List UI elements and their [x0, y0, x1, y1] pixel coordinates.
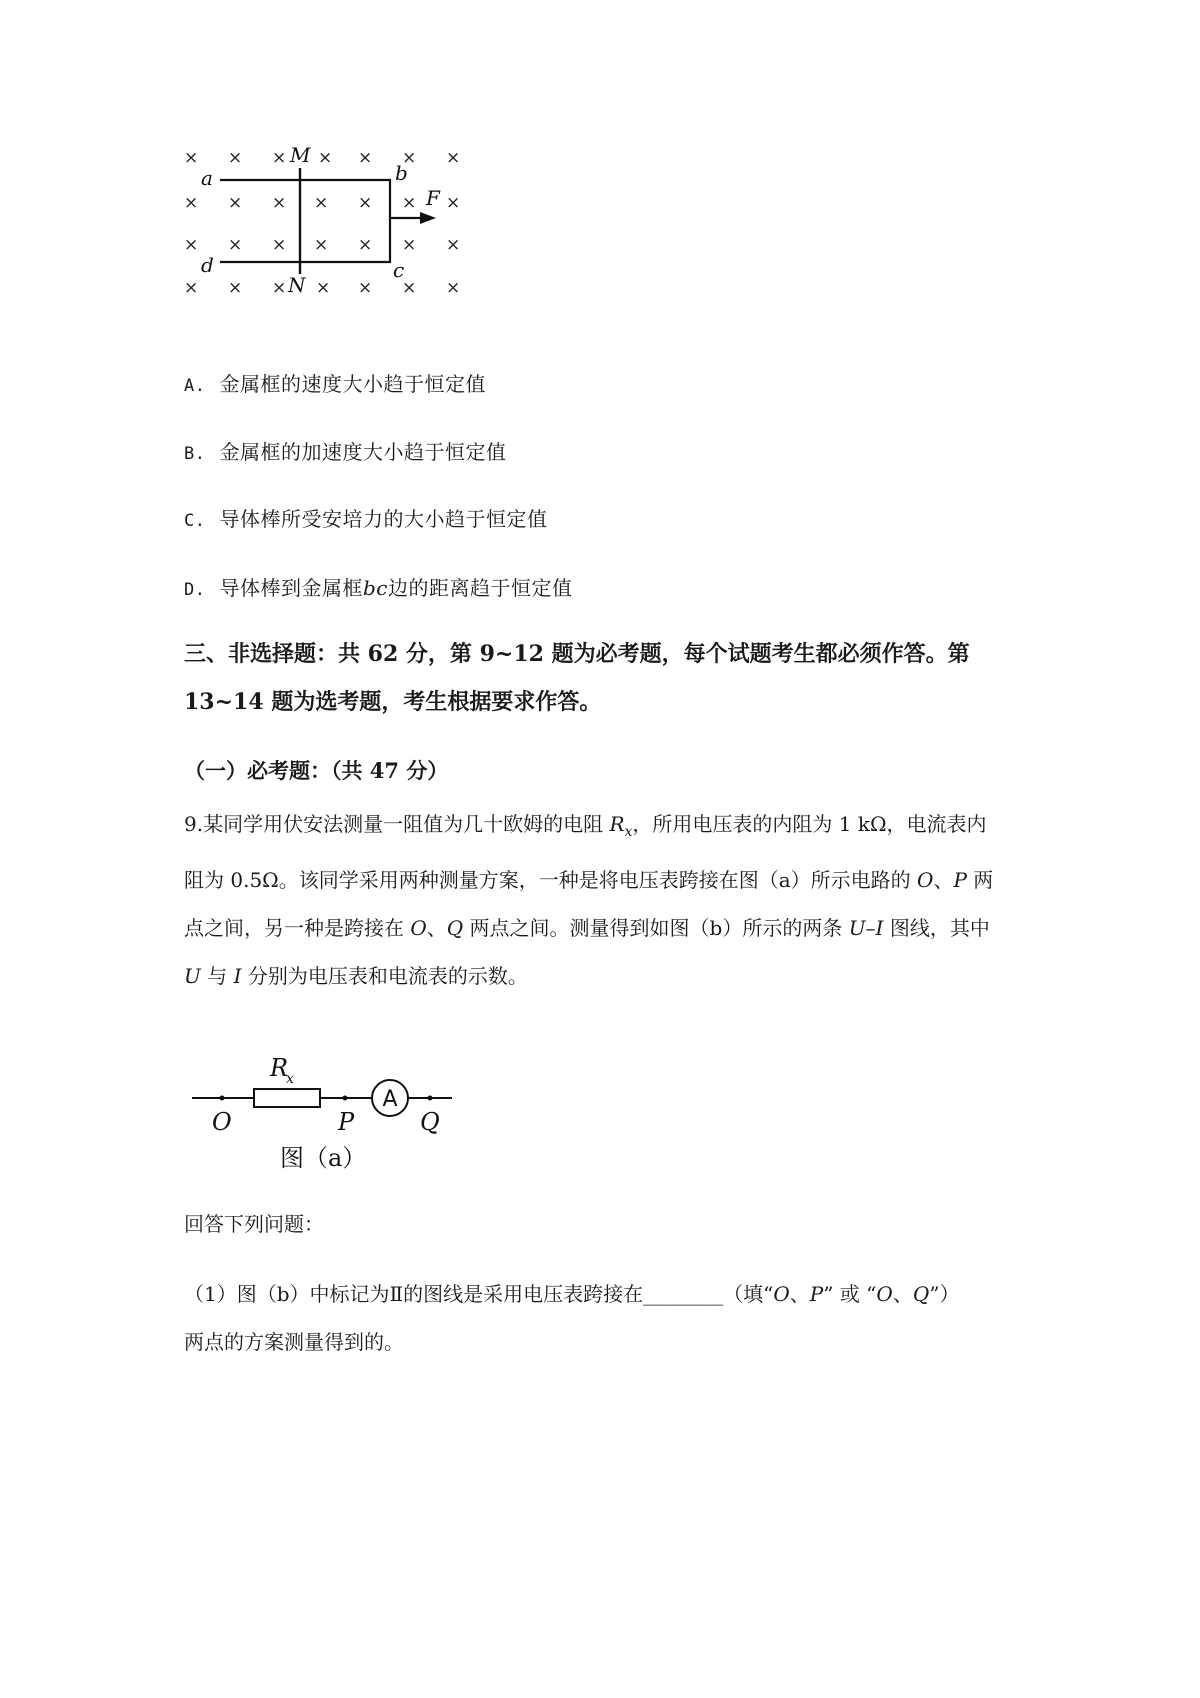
- field-mark: ×: [272, 148, 287, 168]
- circuit-figure-a: [190, 1038, 460, 1173]
- node-q: [428, 1096, 433, 1101]
- option-letter: C.: [184, 511, 206, 531]
- label-p: P: [338, 1108, 355, 1136]
- ammeter-label: A: [382, 1087, 398, 1112]
- q9-1-line1: （1）图（b）中标记为Ⅱ的图线是采用电压表跨接在________（填“O、P” 或 “O、Q”）: [184, 1282, 960, 1306]
- option-text: 导体棒到金属框: [219, 576, 363, 600]
- field-mark: ×: [446, 278, 461, 298]
- field-mark: ×: [446, 148, 461, 168]
- label-c: c: [393, 258, 405, 282]
- node-o: [220, 1096, 225, 1101]
- q9-line2: 阻为 0.5Ω。该同学采用两种测量方案，一种是将电压表跨接在图（a）所示电路的 O、P 两: [184, 868, 994, 892]
- field-mark: ×: [184, 193, 199, 213]
- option-letter: D.: [184, 580, 206, 600]
- q9-line4: U 与 I 分别为电压表和电流表的示数。: [184, 964, 528, 988]
- field-mark: ×: [316, 278, 331, 298]
- label-q: Q: [420, 1108, 440, 1136]
- field-mark: ×: [272, 193, 287, 213]
- label-o: O: [212, 1108, 232, 1136]
- option-c[interactable]: [184, 503, 547, 532]
- field-mark: ×: [184, 235, 199, 255]
- field-mark: ×: [184, 278, 199, 298]
- field-mark: ×: [184, 148, 199, 168]
- subsection-heading: （一）必考题：（共 47 分）: [184, 758, 449, 783]
- section-heading-line2: 13~14 题为选考题，考生根据要求作答。: [184, 689, 602, 715]
- section-heading: [184, 630, 1064, 726]
- option-text-2: 边的距离趋于恒定值: [388, 576, 573, 600]
- field-mark: ×: [272, 278, 287, 298]
- field-mark: ×: [402, 148, 417, 168]
- field-mark: ×: [358, 193, 373, 213]
- field-mark: ×: [314, 235, 329, 255]
- frame-field-figure: [184, 143, 510, 325]
- field-mark: ×: [318, 148, 333, 168]
- field-mark: ×: [358, 148, 373, 168]
- resistor-label: R: [270, 1054, 289, 1082]
- field-mark: ×: [402, 278, 417, 298]
- question-9-text: [184, 800, 1064, 1000]
- option-b[interactable]: [184, 436, 506, 465]
- field-mark: ×: [358, 278, 373, 298]
- field-mark: ×: [446, 235, 461, 255]
- field-mark: ×: [446, 193, 461, 213]
- label-a: a: [201, 166, 213, 190]
- label-m: M: [290, 143, 311, 167]
- answer-prompt: 回答下列问题：: [184, 1212, 324, 1236]
- label-d: d: [201, 253, 214, 277]
- option-text: 金属框的加速度大小趋于恒定值: [219, 440, 507, 464]
- label-f: F: [426, 186, 440, 210]
- field-mark: ×: [228, 193, 243, 213]
- option-text: 导体棒所受安培力的大小趋于恒定值: [219, 507, 548, 531]
- option-letter: B.: [184, 444, 206, 464]
- figure-caption: 图（a）: [280, 1144, 367, 1172]
- option-text: 金属框的速度大小趋于恒定值: [219, 372, 486, 396]
- option-d[interactable]: [184, 572, 573, 601]
- field-mark: ×: [314, 193, 329, 213]
- field-mark: ×: [402, 235, 417, 255]
- q9-line3: 点之间，另一种是跨接在 O、Q 两点之间。测量得到如图（b）所示的两条 U–I 图线，其中: [184, 916, 990, 940]
- node-p: [343, 1096, 348, 1101]
- q9-1-line2: 两点的方案测量得到的。: [184, 1330, 404, 1354]
- field-mark: ×: [358, 235, 373, 255]
- resistor-subscript: x: [286, 1071, 294, 1087]
- field-mark: ×: [228, 235, 243, 255]
- option-italic: bc: [362, 576, 388, 600]
- question-9-1: [184, 1270, 1064, 1366]
- q9-line1: 9.某同学用伏安法测量一阻值为几十欧姆的电阻 $R_x$，所用电压表的内阻为 1 kΩ，电流表内: [184, 812, 987, 840]
- resistor-rx: [254, 1089, 320, 1107]
- field-mark: ×: [272, 235, 287, 255]
- option-letter: A.: [184, 376, 206, 396]
- field-mark: ×: [228, 278, 243, 298]
- field-x-marks: [184, 148, 460, 298]
- label-n: N: [288, 273, 306, 297]
- section-heading-line1: 三、非选择题：共 62 分，第 9~12 题为必考题，每个试题考生都必须作答。第: [184, 641, 970, 667]
- field-mark: ×: [228, 148, 243, 168]
- field-mark: ×: [402, 193, 417, 213]
- label-b: b: [395, 161, 408, 185]
- force-arrow-head: [420, 212, 436, 224]
- option-a[interactable]: [184, 368, 486, 397]
